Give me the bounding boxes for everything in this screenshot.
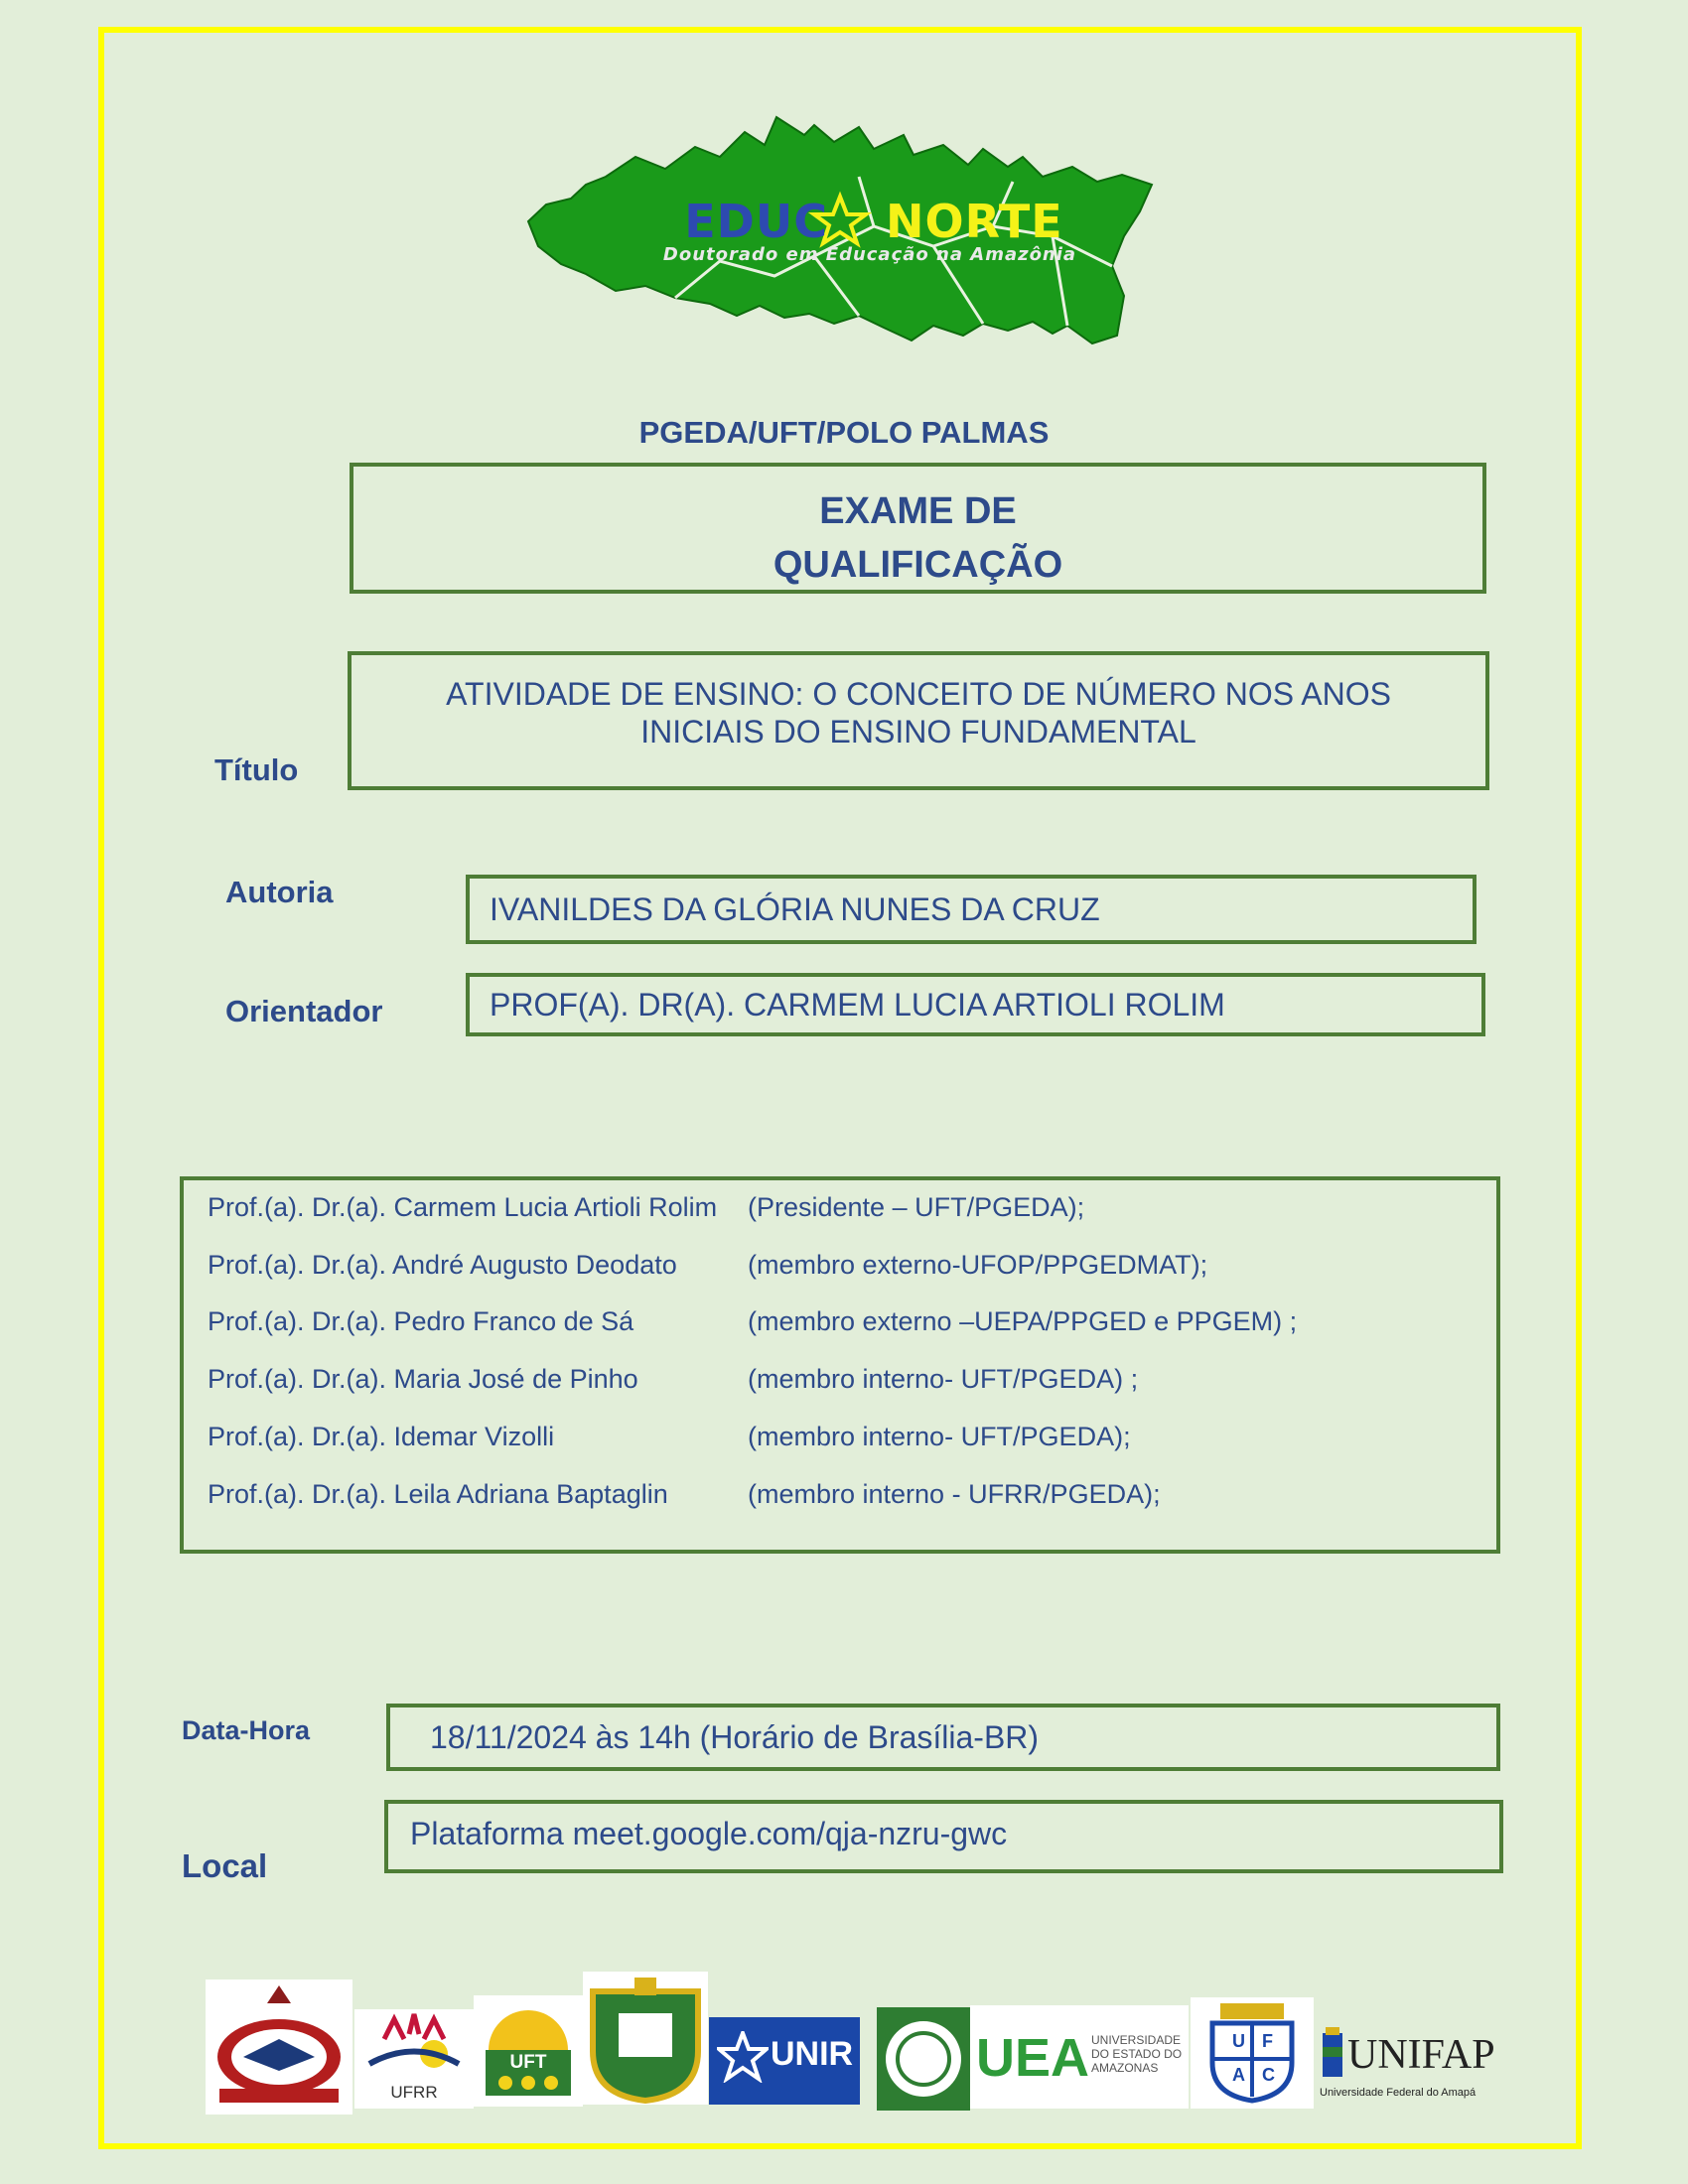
- uea-full-line3: AMAZONAS: [1091, 2061, 1159, 2075]
- unir-seal: [709, 2017, 860, 2105]
- committee-member-role: (membro externo –UEPA/PPGED e PPGEM) ;: [748, 1306, 1298, 1336]
- ufrr-emblem-icon: [354, 2009, 474, 2079]
- uft-text: UFT: [509, 2052, 547, 2073]
- university-crest-icon: [206, 1979, 352, 2115]
- committee-member-name: Prof.(a). Dr.(a). Carmem Lucia Artioli Rolim: [208, 1192, 718, 1222]
- exam-title: [353, 484, 1482, 592]
- thesis-title-line1: ATIVIDADE DE ENSINO: O CONCEITO DE NÚMERO NOS ANOS: [446, 676, 1391, 712]
- thesis-title-box: [348, 651, 1489, 790]
- committee-member-name: Prof.(a). Dr.(a). André Augusto Deodato: [208, 1250, 677, 1280]
- title-label: Título: [214, 752, 299, 787]
- exam-title-line1: EXAME DE: [819, 490, 1017, 532]
- partner-seals: [204, 1972, 1495, 2111]
- committee-member-name: Prof.(a). Dr.(a). Maria José de Pinho: [208, 1364, 638, 1394]
- committee-member: [208, 1192, 1085, 1223]
- ufrr-text: UFRR: [390, 2083, 438, 2102]
- logo-text-educ: EDUC: [684, 195, 828, 248]
- uea-text: UEA: [976, 2028, 1090, 2088]
- uea-full-line1: UNIVERSIDADE: [1091, 2033, 1182, 2047]
- place-label: Local: [182, 1847, 268, 1884]
- uepa-seal: [583, 1972, 708, 2105]
- ufrr-seal: [354, 2009, 474, 2109]
- datetime-box: [386, 1704, 1500, 1771]
- ufac-letter-u: U: [1232, 2031, 1245, 2051]
- unifap-emblem-icon: [1320, 2027, 1345, 2083]
- uft-sun-icon: [474, 1995, 583, 2107]
- place-box: [384, 1800, 1503, 1873]
- unifap-text: UNIFAP: [1347, 2032, 1495, 2078]
- ufac-seal: [1191, 1997, 1314, 2109]
- advisor-label: Orientador: [225, 994, 383, 1028]
- committee-box: [180, 1176, 1500, 1554]
- unifap-full-name: Universidade Federal do Amapá: [1320, 2087, 1477, 2099]
- committee-member-role: (membro externo-UFOP/PPGEDMAT);: [748, 1250, 1208, 1280]
- unir-star-icon: [717, 2031, 769, 2083]
- educanorte-logo: [516, 87, 1162, 350]
- committee-member-name: Prof.(a). Dr.(a). Idemar Vizolli: [208, 1422, 555, 1451]
- advisor-box: [466, 973, 1485, 1036]
- committee-member: [208, 1250, 1208, 1281]
- ufac-letter-a: A: [1232, 2065, 1245, 2085]
- committee-member: [208, 1422, 1131, 1452]
- green-round-seal: [877, 2007, 970, 2111]
- datetime-label: Data-Hora: [182, 1715, 311, 1745]
- committee-member: [208, 1479, 1161, 1510]
- advisor-name: PROF(A). DR(A). CARMEM LUCIA ARTIOLI ROLIM: [490, 987, 1225, 1023]
- ufpa-seal: [206, 1979, 352, 2115]
- author-label: Autoria: [225, 875, 334, 909]
- committee-member-role: (membro interno- UFT/PGEDA);: [748, 1422, 1131, 1451]
- committee-member-name: Prof.(a). Dr.(a). Leila Adriana Baptaglin: [208, 1479, 668, 1509]
- committee-member: [208, 1364, 1139, 1395]
- committee-member: [208, 1306, 1298, 1337]
- author-box: [466, 875, 1477, 944]
- thesis-title-line2: INICIAIS DO ENSINO FUNDAMENTAL: [640, 714, 1196, 750]
- datetime-value: 18/11/2024 às 14h (Horário de Brasília-BR): [430, 1719, 1040, 1755]
- unifap-seal: [1320, 2021, 1495, 2105]
- uft-seal: [474, 1995, 583, 2107]
- ufac-shield-icon: [1191, 1997, 1314, 2109]
- uea-seal: [970, 2005, 1189, 2109]
- exam-title-box: [350, 463, 1486, 594]
- logo-text-norte: NORTE: [885, 195, 1063, 248]
- ufac-letter-c: C: [1262, 2065, 1275, 2085]
- uea-full-line2: DO ESTADO DO: [1091, 2047, 1183, 2061]
- committee-member-name: Prof.(a). Dr.(a). Pedro Franco de Sá: [208, 1306, 634, 1336]
- shield-crest-icon: [583, 1972, 708, 2105]
- committee-member-role: (membro interno - UFRR/PGEDA);: [748, 1479, 1161, 1509]
- place-value: Plataforma meet.google.com/qja-nzru-gwc: [410, 1816, 1008, 1851]
- logo-subtitle: Doutorado em Educação na Amazônia: [662, 244, 1077, 265]
- author-name: IVANILDES DA GLÓRIA NUNES DA CRUZ: [490, 891, 1100, 927]
- round-seal-icon: [877, 2007, 970, 2111]
- exam-title-line2: QUALIFICAÇÃO: [773, 544, 1063, 586]
- program-heading: PGEDA/UFT/POLO PALMAS: [638, 415, 1050, 450]
- unir-text: UNIR: [771, 2035, 854, 2073]
- committee-member-role: (membro interno- UFT/PGEDA) ;: [748, 1364, 1139, 1394]
- ufac-letter-f: F: [1262, 2031, 1273, 2051]
- committee-member-role: (Presidente – UFT/PGEDA);: [748, 1192, 1085, 1222]
